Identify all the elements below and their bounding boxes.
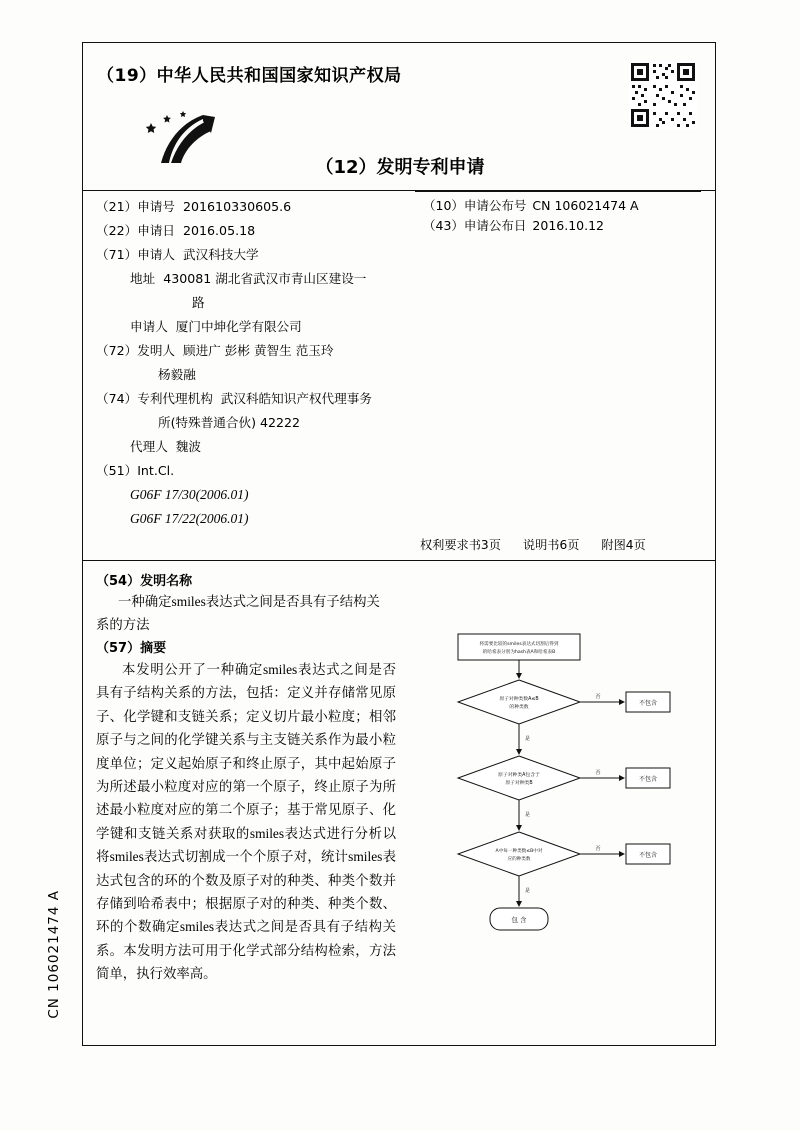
drawings-pages: 附图4页 <box>601 538 646 552</box>
abstract-heading <box>96 637 166 656</box>
svg-text:原子对种类B: 原子对种类B <box>505 781 533 786</box>
title-label: 发明名称 <box>140 574 193 589</box>
field-value: 杨毅融 <box>158 367 196 382</box>
abstract-label: 摘要 <box>140 641 167 656</box>
pub-no-code: （10） <box>423 198 464 213</box>
pub-no-value: CN 106021474 A <box>532 198 639 213</box>
svg-text:是: 是 <box>525 736 531 742</box>
field-label: 申请号 <box>137 199 175 214</box>
side-publication-code: CN 106021474 A <box>46 890 62 1019</box>
abstract-flowchart <box>438 630 700 950</box>
office-name: 中华人民共和国国家知识产权局 <box>156 66 402 86</box>
biblio-row-applicant <box>96 244 636 266</box>
biblio-row-applicant-2 <box>96 316 636 338</box>
field-value: 201610330605.6 <box>183 199 292 214</box>
biblio-row-agency-cont <box>96 412 636 434</box>
bibliographic-block <box>96 196 639 532</box>
section-divider-bottom <box>83 560 715 561</box>
field-label: 代理人 <box>130 439 168 454</box>
field-value: 顾进广 彭彬 黄智生 范玉玲 <box>183 343 334 358</box>
ipc-value: G06F 17/22(2006.01) <box>130 511 249 526</box>
field-code: （71） <box>96 247 138 262</box>
svg-text:原子对种类数A≤B: 原子对种类数A≤B <box>499 697 539 702</box>
svg-text:包 含: 包 含 <box>511 916 527 924</box>
field-value: 2016.05.18 <box>183 223 256 238</box>
page-counts <box>420 536 668 553</box>
office-line <box>97 61 402 86</box>
field-value: 路 <box>192 295 205 310</box>
pub-date-value: 2016.10.12 <box>532 218 604 233</box>
ipc-value: G06F 17/30(2006.01) <box>130 487 249 502</box>
field-code: （72） <box>96 343 138 358</box>
field-value: 430081 湖北省武汉市青山区建设一 <box>163 271 367 286</box>
svg-text:是: 是 <box>525 812 531 818</box>
pub-date-code: （43） <box>423 218 464 233</box>
title-code: （54） <box>96 574 141 589</box>
svg-text:的种类数: 的种类数 <box>509 705 529 710</box>
biblio-row-ipc <box>96 460 636 482</box>
field-code: （22） <box>96 223 138 238</box>
claims-pages: 权利要求书3页 <box>420 538 501 552</box>
field-label: 申请人 <box>137 247 175 262</box>
field-value: 武汉科皓知识产权代理事务 <box>220 391 372 406</box>
biblio-row-agency <box>96 388 636 410</box>
office-code: （19） <box>97 66 157 86</box>
field-value: 所(特殊普通合伙) 42222 <box>158 415 301 430</box>
svg-text:否: 否 <box>595 846 601 852</box>
pub-date-label: 申请公布日 <box>463 218 527 233</box>
svg-text:原子对种类A包含于: 原子对种类A包含于 <box>498 773 540 778</box>
doc-kind-code: （12） <box>315 157 377 178</box>
field-code: （21） <box>96 199 138 214</box>
svg-text:不包含: 不包含 <box>638 852 658 859</box>
svg-text:的哈希表分别为hash表A和哈希表B: 的哈希表分别为hash表A和哈希表B <box>482 650 556 655</box>
invention-title-heading <box>96 570 192 589</box>
qr-code-icon <box>629 61 697 129</box>
biblio-row-address <box>96 268 636 290</box>
field-label: 发明人 <box>137 343 175 358</box>
description-pages: 说明书6页 <box>522 538 580 552</box>
biblio-row-address-cont <box>96 292 636 314</box>
ipc-class-1 <box>96 484 636 506</box>
biblio-row-application-date <box>96 220 636 242</box>
field-code: （74） <box>96 391 138 406</box>
svg-text:否: 否 <box>595 770 601 776</box>
doc-kind-text: 发明专利申请 <box>376 157 485 178</box>
invention-title: 一种确定smiles表达式之间是否具有子结构关系的方法 <box>96 594 380 632</box>
biblio-row-agent <box>96 436 636 458</box>
field-label: 申请日 <box>137 223 175 238</box>
field-label: 申请人 <box>130 319 168 334</box>
field-label: Int.Cl. <box>137 463 175 478</box>
document-kind-title <box>83 153 717 179</box>
section-divider-top <box>83 190 715 191</box>
field-value: 厦门中坤化学有限公司 <box>175 319 302 334</box>
biblio-row-application-number <box>96 196 639 218</box>
abstract-text: 本发明公开了一种确定smiles表达式之间是否具有子结构关系的方法，包括：定义并存储常见原子、化学键和支链关系；定义切片最小粒度；相邻原子与之间的化学键关系与主支链关系作为最小粒度单位；定义起始原子和终止原子，其中起始原子为所述最小粒度对应的第一个原子，终止原子为所述最小粒度对应的第二个原子；基于常见原子、化学键和支链关系对获取的smiles表达式进行分析以将smiles表达式切割成一个个原子对，统计smiles表达式包含的环的个数及原子对的种类、种类个数并存储到哈希表中；根据原子对的种类、种类个数、环的个数确定smiles表达式之间是否具有子结构关系。本发明方法可用于化学式部分结构检索，方法简单，执行效率高。 <box>96 662 396 982</box>
svg-text:不包含: 不包含 <box>638 776 658 783</box>
svg-text:应的种类数: 应的种类数 <box>507 857 531 862</box>
field-label: 地址 <box>130 271 156 286</box>
svg-text:不包含: 不包含 <box>638 700 658 707</box>
svg-text:否: 否 <box>595 694 601 700</box>
biblio-row-inventors-cont <box>96 364 636 386</box>
field-label: 专利代理机构 <box>137 391 213 406</box>
field-value: 魏波 <box>175 439 201 454</box>
pub-no-label: 申请公布号 <box>463 198 527 213</box>
svg-text:A中每一种类数≤B中对: A中每一种类数≤B中对 <box>495 849 543 854</box>
ipc-class-2 <box>96 508 636 530</box>
field-value: 武汉科技大学 <box>183 247 259 262</box>
svg-text:是: 是 <box>525 888 531 894</box>
field-code: （51） <box>96 463 138 478</box>
biblio-row-inventors <box>96 340 636 362</box>
svg-text:将需要比较的smiles表达式切割后得到: 将需要比较的smiles表达式切割后得到 <box>479 642 559 647</box>
abstract-code: （57） <box>96 641 141 656</box>
